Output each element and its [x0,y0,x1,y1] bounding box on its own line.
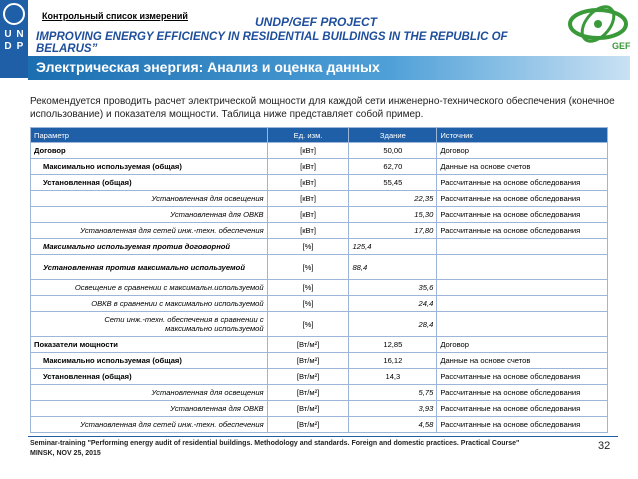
intro-text: Рекомендуется проводить расчет электрической мощности для каждой сети инженерно-технического обеспечения (конечное использование) и показателя мощности. Таблица ниже представляет собой пример. [30,96,615,120]
table-row: Установленная (общая) [кВт] 55,45 Рассчитанные на основе обследования [31,175,608,191]
table-header-row [31,128,608,143]
table-row: Установленная для освещения [кВт] 22,35 Рассчитанные на основе обследования [31,191,608,207]
table-row: Максимально используемая против договорной [%] 125,4 [31,239,608,255]
svg-text:GEF: GEF [612,41,631,51]
slide-title: Электрическая энергия: Анализ и оценка данных [36,59,380,75]
table-row: Договор [кВт] 50,00 Договор [31,143,608,159]
col-header-source: Источник [437,128,608,143]
table-row: Установленная для ОВКВ [кВт] 15,30 Рассчитанные на основе обследования [31,207,608,223]
project-subtitle: IMPROVING ENERGY EFFICIENCY IN RESIDENTIAL BUILDINGS IN THE REPUBLIC OF BELARUS” [36,31,508,55]
undp-logo-icon: U N D P [0,0,28,78]
col-header-param: Параметр [31,128,268,143]
col-header-building: Здание [349,128,437,143]
power-table [30,127,608,433]
table-row: Максимально используемая (общая) [кВт] 62,70 Данные на основе счетов [31,159,608,175]
table-row: Освещение в сравнении с максимальн.используемой [%] 35,6 [31,280,608,296]
footer-seminar: Seminar-training "Performing energy audit of residential buildings. Methodology and standards. Foreign and domestic practices. Practical Course" [30,440,520,447]
col-header-unit: Ед. изм. [267,128,349,143]
gef-logo-icon [560,2,636,52]
table-row: Установленная для ОВКВ [Вт/м²] 3,93 Рассчитанные на основе обследования [31,401,608,417]
project-title: UNDP/GEF PROJECT [255,15,378,29]
table-row: Максимально используемая (общая) [Вт/м²] 16,12 Данные на основе счетов [31,353,608,369]
slide-title-bar [28,56,630,80]
footer-divider [28,436,618,437]
table-row: Установленная для сетей инж.-техн. обеспечения [кВт] 17,80 Рассчитанные на основе обследования [31,223,608,239]
slide-header [0,0,638,55]
footer-location-date: MINSK, NOV 25, 2015 [30,450,101,457]
table-row: Установленная против максимально используемой [%] 88,4 [31,255,608,280]
table-row: Установленная для сетей инж.-техн. обеспечения [Вт/м²] 4,58 Рассчитанные на основе обследования [31,417,608,433]
table-row: Установленная для освещения [Вт/м²] 5,75 Рассчитанные на основе обследования [31,385,608,401]
page-number: 32 [598,440,611,452]
table-row: Сети инж.-техн. обеспечения в сравнении с максимально используемой [%] 28,4 [31,312,608,337]
checklist-label: Контрольный список измерений [42,11,188,21]
table-row: Показатели мощности [Вт/м²] 12,85 Договор [31,337,608,353]
table-row: Установленная (общая) [Вт/м²] 14,3 Рассчитанные на основе обследования [31,369,608,385]
table-row: ОВКВ в сравнении с максимально используемой [%] 24,4 [31,296,608,312]
